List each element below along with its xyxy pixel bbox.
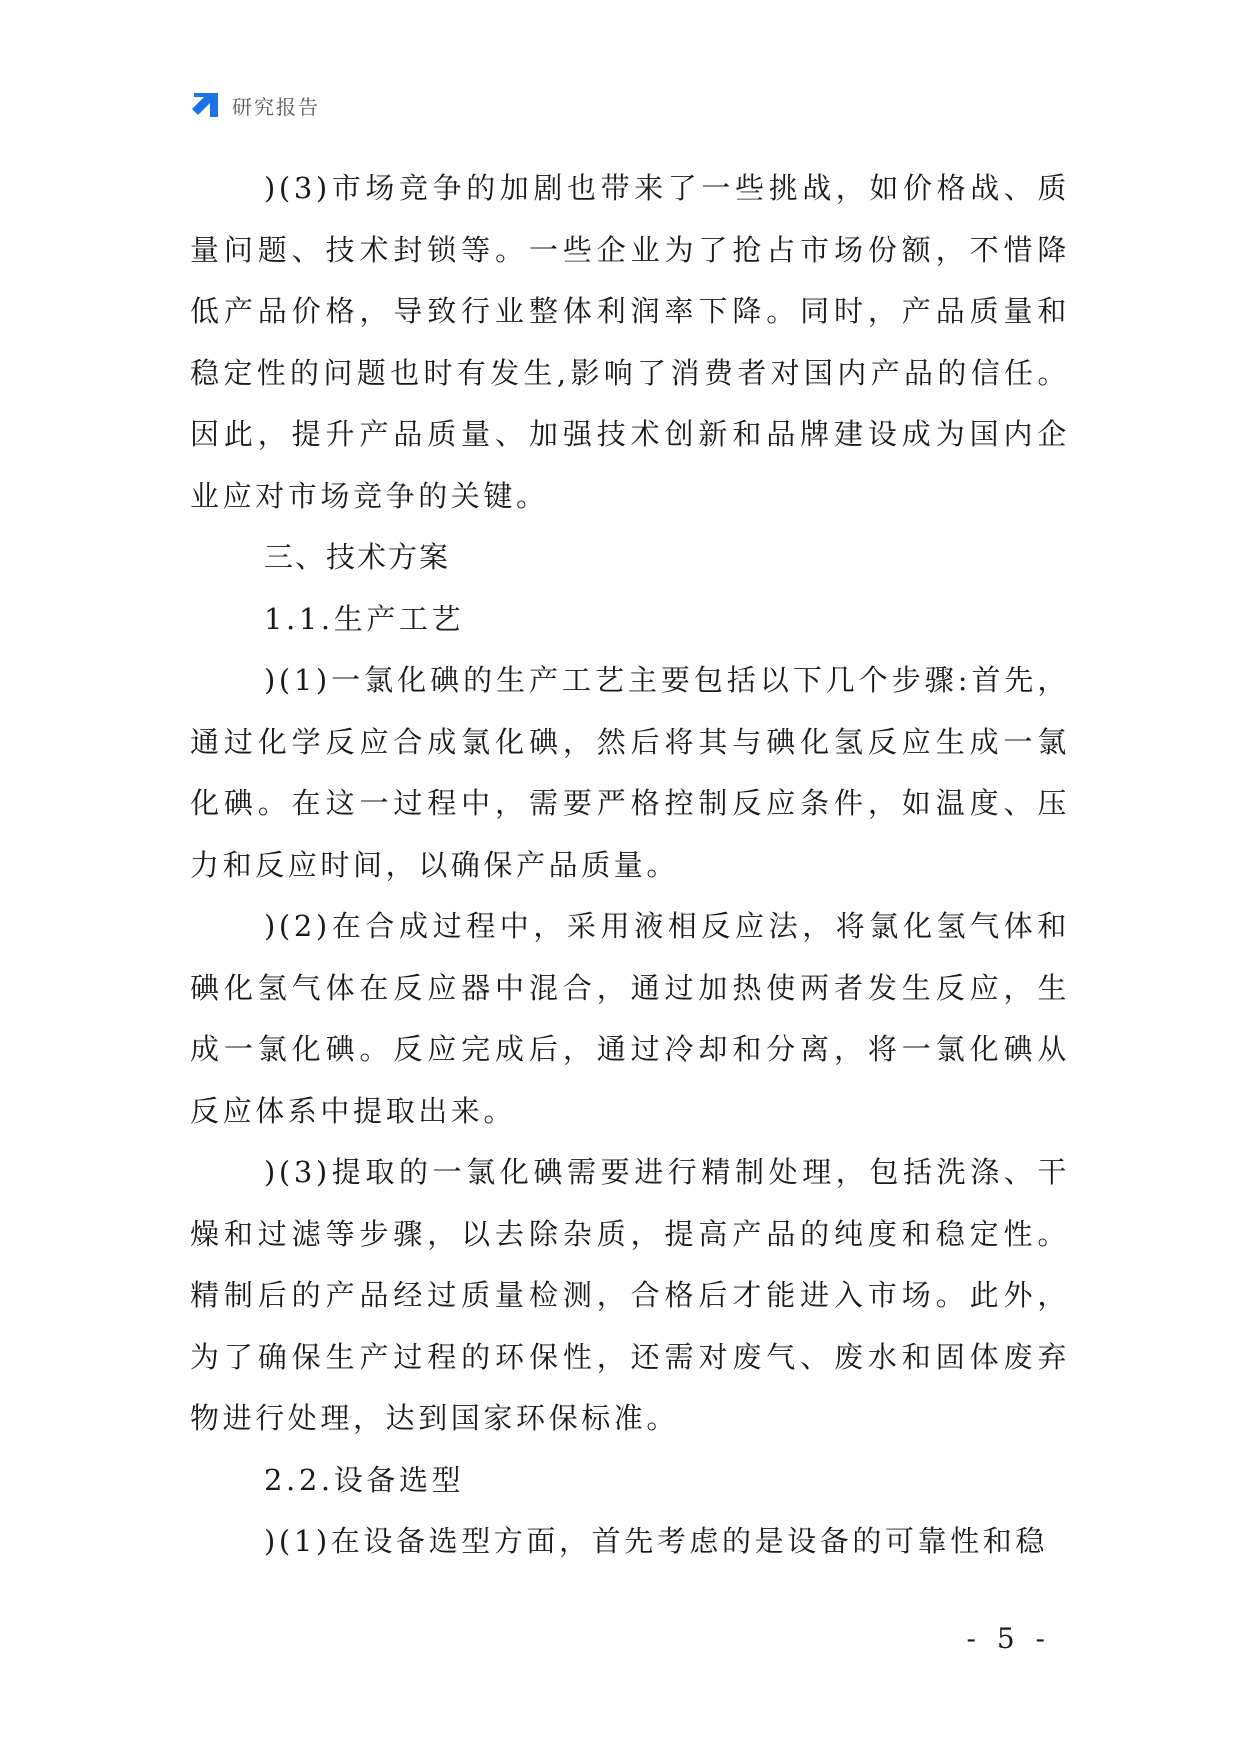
arrow-up-right-icon <box>190 89 222 121</box>
header-title: 研究报告 <box>232 94 320 119</box>
paragraph-refinement: )(3)提取的一氯化碘需要进行精制处理，包括洗涤、干燥和过滤等步骤，以去除杂质，提高产品的纯度和稳定性。精制后的产品经过质量检测，合格后才能进入市场。此外，为了确保生产过程的环保性，还需对废气、废水和固体废弃物进行处理，达到国家环保标准。 <box>190 1155 1070 1435</box>
paragraph-equipment: )(1)在设备选型方面，首先考虑的是设备的可靠性和稳 <box>264 1524 1048 1558</box>
subheading-equipment-selection: 2.2.设备选型 <box>264 1462 465 1497</box>
page-number: - 5 - <box>966 1622 1051 1655</box>
section-heading-technical-plan: 三、技术方案 <box>264 540 451 574</box>
paragraph-market-challenges: )(3)市场竞争的加剧也带来了一些挑战，如价格战、质量问题、技术封锁等。一些企业为了抢占市场份额，不惜降低产品价格，导致行业整体利润率下降。同时，产品质量和稳定性的问题也时有发生,影响了消费者对国内产品的信任。因此，提升产品质量、加强技术创新和品牌建设成为国内企业应对市场竞争的关键。 <box>190 171 1070 513</box>
subheading-production-process: 1.1.生产工艺 <box>264 601 465 636</box>
document-body <box>190 158 1070 1573</box>
paragraph-process-steps: )(1)一氯化碘的生产工艺主要包括以下几个步骤:首先，通过化学反应合成氯化碘，然后将其与碘化氢反应生成一氯化碘。在这一过程中，需要严格控制反应条件，如温度、压力和反应时间，以确保产品质量。 <box>190 663 1070 882</box>
page-header <box>190 88 320 122</box>
paragraph-synthesis: )(2)在合成过程中，采用液相反应法，将氯化氢气体和碘化氢气体在反应器中混合，通过加热使两者发生反应，生成一氯化碘。反应完成后，通过冷却和分离，将一氯化碘从反应体系中提取出来。 <box>190 909 1070 1128</box>
